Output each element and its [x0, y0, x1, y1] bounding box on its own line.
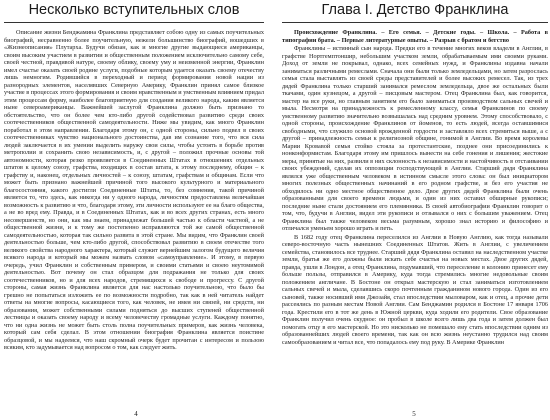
- left-header-rule: [4, 22, 264, 23]
- right-header-rule: [282, 22, 548, 23]
- left-page-number: 4: [134, 410, 138, 418]
- chapter-summary: Происхождение Франклина. – Его семья. – Детские годы. – Школа. – Работа в типографии брата. – Первые литературные опыты. – Разрыв с братом и бегство: [282, 29, 548, 44]
- right-page-header: Глава I. Детство Франклина: [321, 2, 509, 18]
- left-page-header: Несколько вступительных слов: [28, 2, 240, 18]
- left-paragraph: Описание жизни Бенджамина Франклина представляет собою одну из самых поучительных биографий, несравненно более поучительную, нежели большинство биографий, вошедших в «Жизнеописания» Плутарха. Будучи обязан, как и многие другие выдающиеся американцы, своим высоким участием в развитии и общественным положением исключительно самому себе, своей честной, правдивой натуре, своему облику, своему уму и неизменной энергии, Франклин имел счастье оказать своей родине услуги, подобные которым удается оказать своему отечеству лишь немногим. Родившийся в переходный и период формирования новой нации из разнородных элементов, населявших Северную Америку, Франклин принял самое близкое участие в процессах этого формирования и своим нравственным и умственным влиянием придал этим процессам форму, наиболее благоприятную для создания великого народа, каким является ныне североамериканцы. Важнейшей заслугой Франклина должно быть признано то обстоятельство, что он более чем кто-либо другой содействовал развитию среди своих соотечественников общественной самодеятельности. Ниже мы увидим, как много Франклин поработал в этом направлении. Благодаря этому он, с одной стороны, сильно подвел в своих соотечественниках чувство национального достоинства, дав им сознание того, что вся сила людей заключается в их умении выделить наружу свои силы, чтобы устоять в борьбе против метрополии и сохранить свою независимость, и, с другой – положил прочные основы той автономности, которая резко проявляется в Соединенных Штатах в отношениях отдельных штатов к целому союзу, графства, входящих в состав штата, к этому последнему, общин – к графству и, наконец, отдельных личностей – к союзу, штатам, графствам и общинам. Если что может быть признано важнейшей причиной того высокого культурного и материального благосостояния, какого достигли Соединенные Штаты, то, без сомнения, такой причиной является то, что здесь, как никогда ни у одного народа, личностям предоставлена величайшая возможность к развитию и что, благодаря этому, эти личности используют ее на благо общества, а не во вред ему. Правда, и в Соединенных Штатах, как и во всех других странах, есть много несовершенств, но они, как мы знаем, принадлежат большей частью к области частной, а не общественной жизни, и к тому же постепенно исправляются той же самой общественной самодеятельностью, которая так сильно развита в этой стране. Мы видим, что Франклин своей деятельностью больше, чем кто-либо другой, способствовал развитию в своем отечестве того великого свойства народного характера, который служит вернейшим залогом будущего величия всякого народа и который мы можем назвать словом «самоуправление». И этому, в первую очередь, учил Франклин и собственным примером, и своими статьями и своею неутомимой деятельностью. Вот почему он стал образцом для подражания не только для своих соотечественников, но и для всех народов, стремящихся к свободе и прогрессу. С другой стороны, самая жизнь Франклина является для нас настолько поучительною, что было бы грешно не попытаться изложить ее по возможности подробно, так как в ней читатель найдет ответы на многие вопросы, касающиеся того, как человек, не имея ни связей, ни средств, ни образования, может собственными силами подняться до высших ступеней общественной лестницы и оказать своему народу и всему человечеству громадные услуги. Каждому понятно, что ни одна жизнь не может быть столь полна поучительных примеров, как жизнь человека, который сам себя сделал. В этом отношении биография Франклина является поистине образцовой, и мы надеемся, что наш скромный очерк будет прочитан с интересом и пользою всяким, кто задумывается над вопросом о том, как следует жить.: [4, 29, 264, 351]
- right-page: [278, 0, 550, 420]
- right-paragraph-2: В 1682 году отец Франклина переселился из Англии в Новую Англию, как тогда называли северо-восточную часть нынешних Соединенных Штатов. Жить в Англии, с увеличением семейства, становилось все труднее. Старший дядя Франклина оставил на наследственном участке земли, братья же его должны были искать себе счастья на новых местах. Двое других дядей, правда, ушли в Лондон, а отец Франклина, подумавший, что переселение в колонию принесет ему больше пользы, отправился в Америку, куда тогда стремились многие недовольные своим положением англичане. В Бостоне он открыл мастерскую и стал заниматься изготовлением сальных свечей и мыла, сделавшись скоро почтенным гражданином нового города. Один из его сыновей, также носивший имя Джозайя, стал впоследствии мыловаром, как и отец, а прочие дети рассеялись по разным местам Новой Англии. Сам Бенджамин родился в Бостоне 17 января 1706 года. Крестили его в тот же день в Южной церкви, куда ходили его родители. Свое образование Франклин получил очень скудное: он пробыл в школе всего лишь два года и затем должен был помогать отцу в его мастерской. Но это нисколько не помешало ему стать впоследствии одним из образованнейших людей своего времени, так как он всю жизнь неустанно трудился над своим самообразованием и читал все, что попадалось ему под руку. В Америке Франклин: [282, 233, 548, 346]
- left-page: [0, 0, 272, 420]
- right-page-number: 5: [412, 410, 416, 418]
- right-paragraph-1: Франклины – истинный сын народа. Предки его в течение многих веков владели в Англии, в графстве Нортгемптоншир, небольшим участком земли, обрабатываемым ими своими руками. Доход от земли не покрывал, однако, всех семейных нужд, и Франклины издавна начали заниматься различными ремеслами. Сначала они были только земледельцами, но затем разрослась семья стала выставлять из своей среды представителей и более высоких ремесел. Так, из трех дядей Франклина только старший занимался ремеслом земледельца, двое же остальных были ткачами, один кузнецом, а другой – писцовым мастером. Отец Франклина был, как говорится, мастер на все руки, но главным занятием его было заниматься производством сальных свечей и мыла. Несмотря на принадлежность к ремесленному классу, семья Франклинов по своему умственному развитию значительно возвышалась над средним уровнем. Этому способствовало, с одной стороны, происхождение Франклинов от йоменов, то есть людей, всегда оставшимися свободными, что служило основой врожденной гордости и заставляло всех стремиться выше, а с другой – принадлежность семьи к религиозной общине, гонимой в Англии. Во время королевы Марии Кровавой семья стойко стояла за протестантские, позднее они присоединились к нонконформистам. Благодаря этому им пришлось вынести на себе гонения и лишения; жестокие меры, принятые на них, развили в них склонность к независимости и настойчивость в отстаивании своих убеждений, сделав их оппозиции господствующей в Англии. Старший дядя Франклина являлся уже общественным человеком в истинном смысле этого слова: он был инициатором многих полезных общественных начинаний в его родном графстве, и без его участия не обходилось ни одно местное общественное дело. Двое других дядей Франклина были очень образованными для своего времени людьми, и один из них оставил обширные рукописи; последние ныне стали достоянием его племянника. В своей автобиографии Франклин говорит о том, что, будучи в Англии, видел эти рукописи и отзывался о них с большим уважением. Отец Франклина был также человеком весьма разумным, хорошо знал историю и философию и отличался уменьем хорошо играть и петь.: [282, 45, 548, 232]
